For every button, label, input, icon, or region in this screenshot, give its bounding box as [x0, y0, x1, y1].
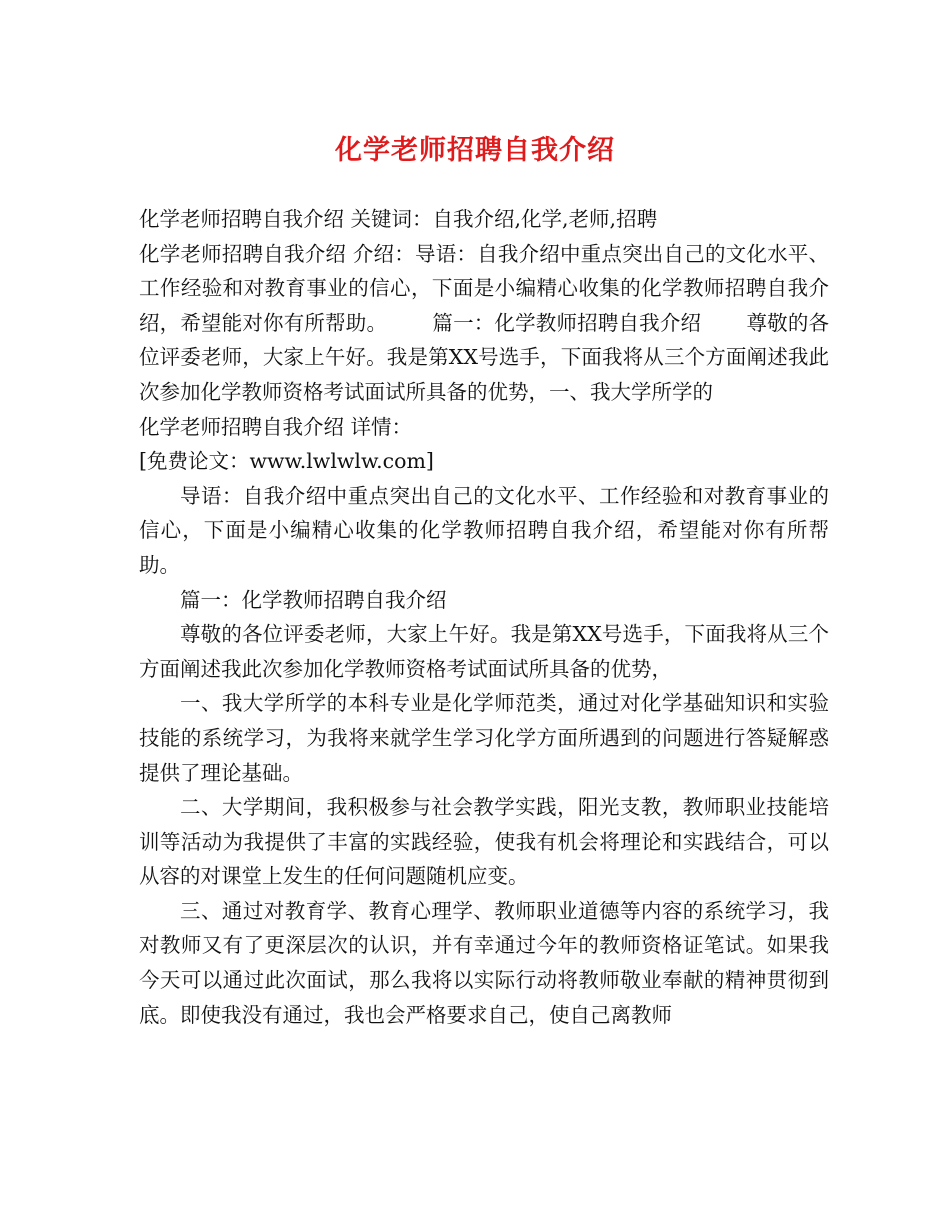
summary-excerpt: 尊敬的各位评委老师，大家上午好。我是第XX号选手，下面我将从三个方面阐述我此次参加化学教师资格考试面试所具备的优势，一、我大学所学的: [139, 310, 830, 404]
keywords-line: 化学老师招聘自我介绍 关键词：自我介绍,化学,老师,招聘: [139, 207, 658, 231]
paragraph-intro: 导语：自我介绍中重点突出自己的文化水平、工作经验和对教育事业的信心，下面是小编精心收集的化学教师招聘自我介绍，希望能对你有所帮助。: [139, 483, 829, 577]
document-title: 化学老师招聘自我介绍: [335, 135, 615, 166]
document-body: [139, 202, 829, 1032]
paragraph-heading: 篇一：化学教师招聘自我介绍: [180, 587, 447, 612]
paragraph-greeting: 尊敬的各位评委老师，大家上午好。我是第XX号选手，下面我将从三个方面阐述我此次参加化学教师资格考试面试所具备的优势，: [139, 622, 829, 681]
source-link: [免费论文：www.lwlwlw.com]: [139, 449, 434, 474]
paragraph-point-3: 三、通过对教育学、教育心理学、教师职业道德等内容的系统学习，我对教师又有了更深层次的认识，并有幸通过今年的教师资格证笔试。如果我今天可以通过此次面试，那么我将以实际行动将教师敬业奉献的精神贯彻到底。即使我没有通过，我也会严格要求自己，使自己离教师: [139, 898, 829, 1027]
summary-paragraph: [139, 237, 829, 410]
summary-text: 化学老师招聘自我介绍 介绍：导语：自我介绍中重点突出自己的文化水平、工作经验和对教育事业的信心，下面是小编精心收集的化学教师招聘自我介绍，希望能对你有所帮助。: [139, 241, 829, 335]
paragraph-point-2: 二、大学期间，我积极参与社会教学实践，阳光支教，教师职业技能培训等活动为我提供了丰富的实践经验，使我有机会将理论和实践结合，可以从容的对课堂上发生的任何问题随机应变。: [139, 795, 829, 889]
paragraph-point-1: 一、我大学所学的本科专业是化学师范类，通过对化学基础知识和实验技能的系统学习，为我将来就学生学习化学方面所遇到的问题进行答疑解惑提供了理论基础。: [139, 691, 829, 785]
summary-section-heading: 篇一：化学教师招聘自我介绍: [432, 310, 702, 335]
details-label: 化学老师招聘自我介绍 详情：: [139, 414, 413, 439]
